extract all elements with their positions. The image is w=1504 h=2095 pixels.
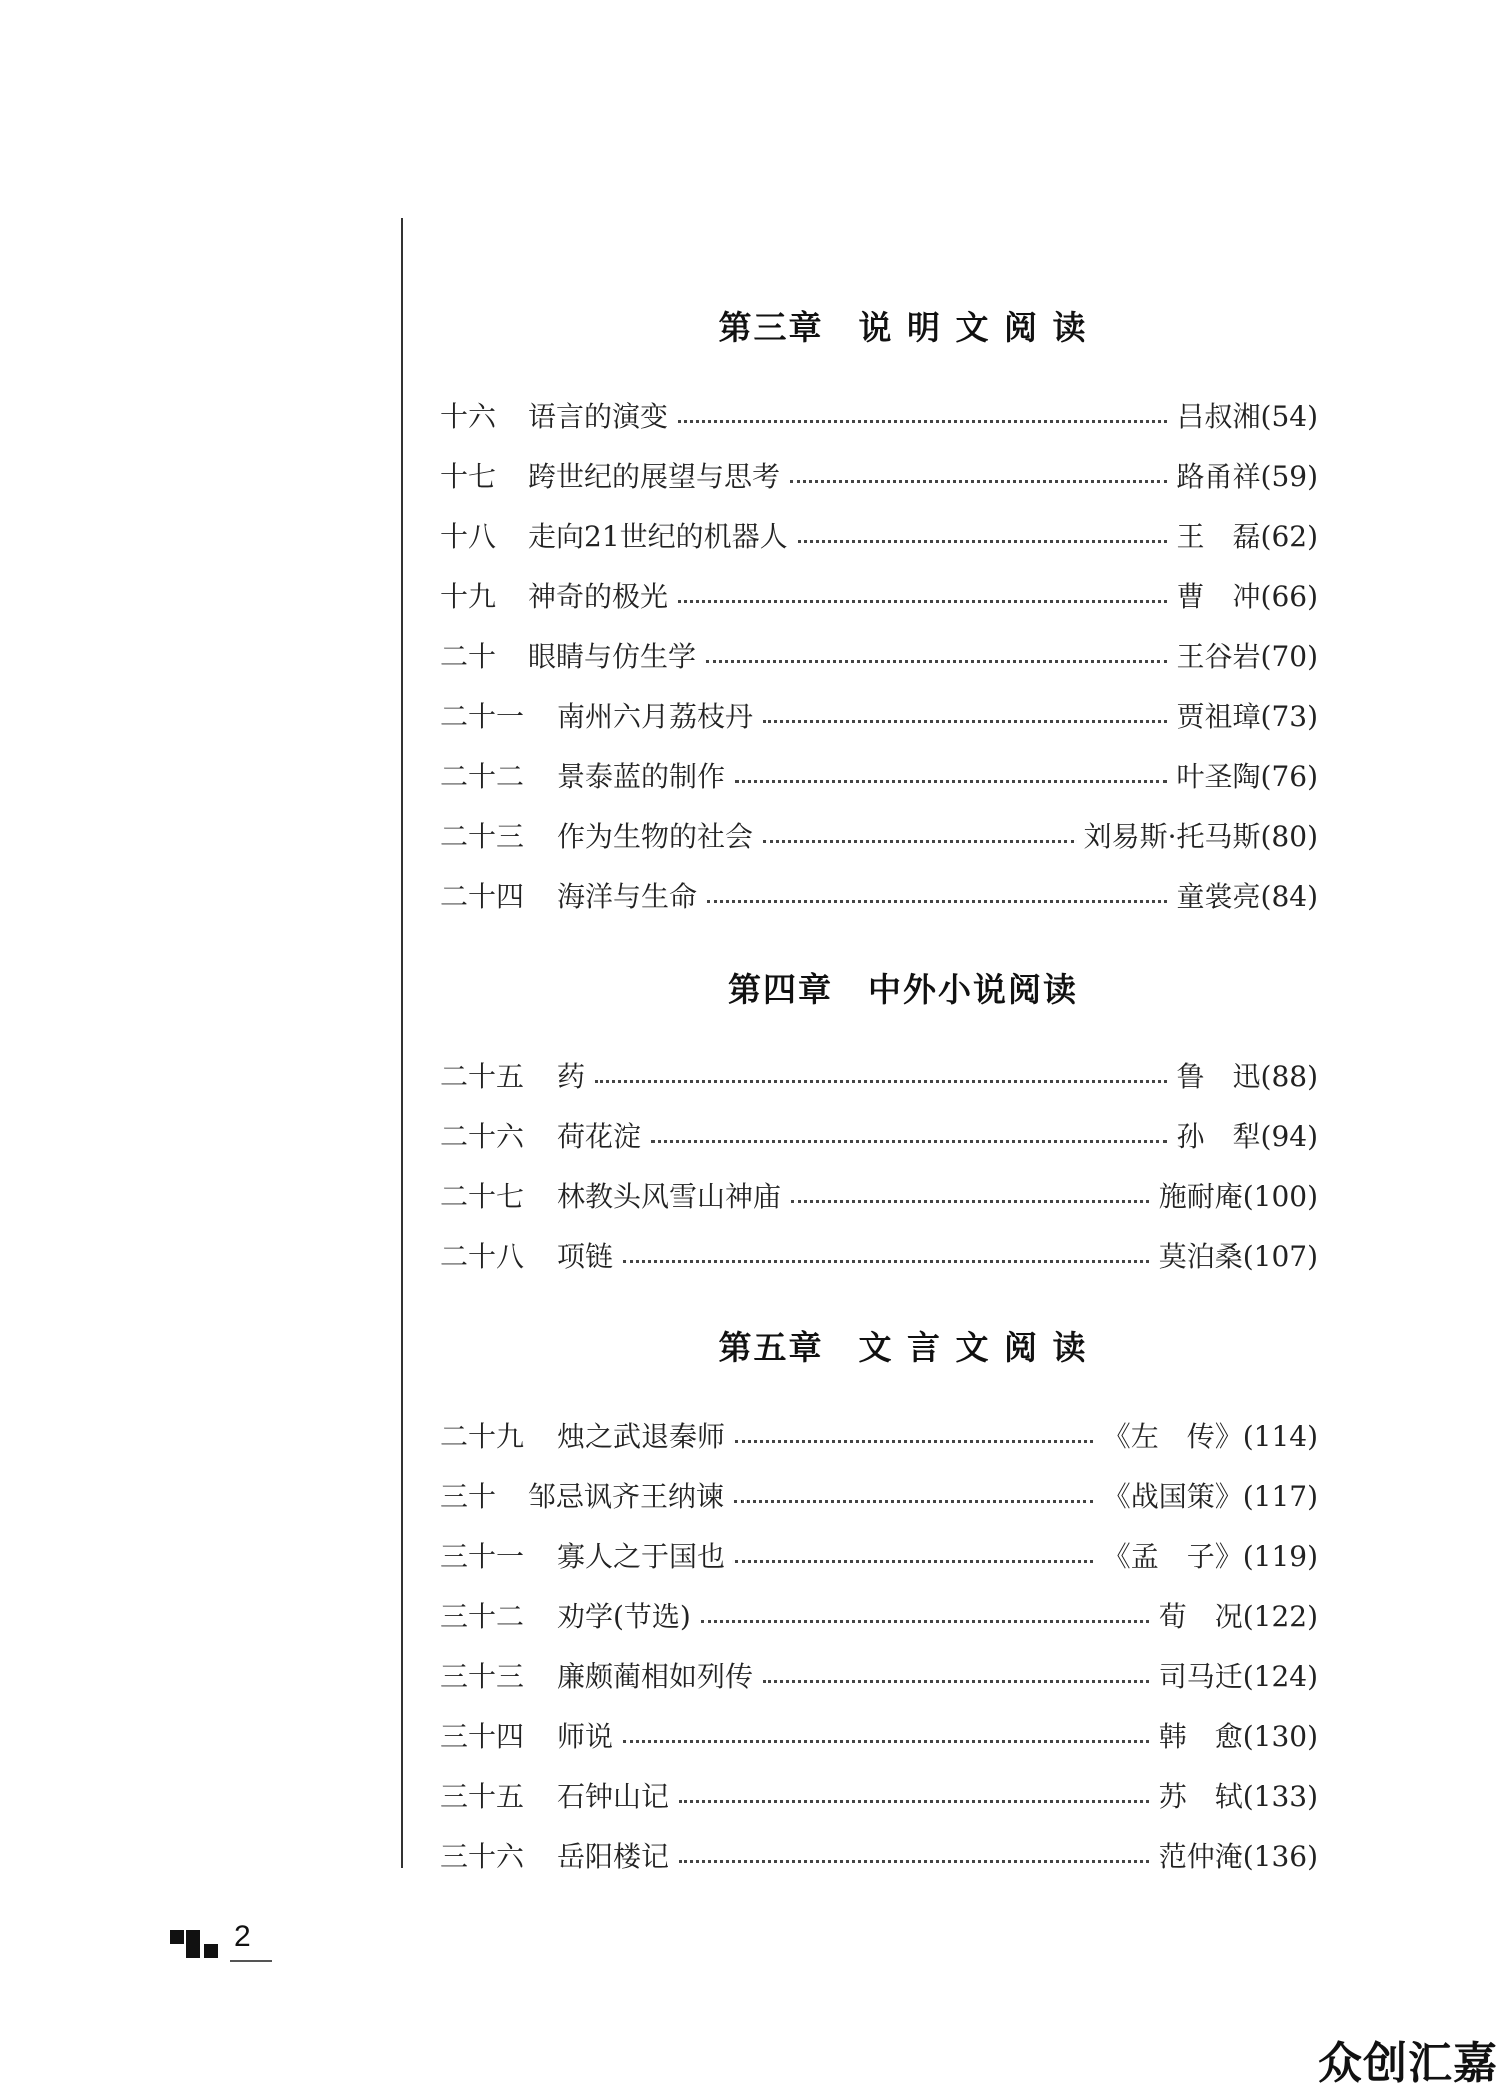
entry-number: 三十一: [440, 1540, 525, 1573]
entry-number: 三十五: [440, 1780, 525, 1813]
entry-number: 二十: [440, 640, 497, 673]
toc-entry[interactable]: [440, 1232, 1318, 1278]
chapter-heading: 第三章 说 明 文 阅 读: [718, 308, 1088, 347]
entry-number: 二十一: [440, 700, 525, 733]
toc-entry[interactable]: [440, 1412, 1318, 1458]
entry-author-page: 司马迁(124): [1158, 1660, 1318, 1693]
dot-leader: [623, 1260, 1149, 1263]
entry-title: 岳阳楼记: [557, 1840, 670, 1873]
chapter-heading: 第五章 文 言 文 阅 读: [718, 1328, 1088, 1367]
dot-leader: [678, 600, 1167, 603]
dot-leader: [679, 1860, 1149, 1863]
toc-entry[interactable]: [440, 1472, 1318, 1518]
toc-entry[interactable]: [440, 752, 1318, 798]
dot-leader: [595, 1080, 1167, 1083]
dot-leader: [763, 840, 1074, 843]
entry-author-page: 路甬祥(59): [1176, 460, 1318, 493]
toc-entry[interactable]: [440, 1772, 1318, 1818]
entry-title: 林教头风雪山神庙: [557, 1180, 782, 1213]
toc-entry[interactable]: [440, 392, 1318, 438]
toc-entry[interactable]: [440, 1592, 1318, 1638]
entry-author-page: 吕叔湘(54): [1176, 400, 1318, 433]
entry-number: 二十五: [440, 1060, 525, 1093]
dot-leader: [734, 1500, 1093, 1503]
dot-leader: [706, 660, 1167, 663]
toc-entry[interactable]: [440, 812, 1318, 858]
dot-leader: [763, 720, 1167, 723]
toc-entry[interactable]: [440, 1532, 1318, 1578]
entry-author-page: 曹 冲(66): [1176, 580, 1318, 613]
entry-author-page: 荀 况(122): [1158, 1600, 1318, 1633]
dot-leader: [763, 1680, 1149, 1683]
entry-title: 神奇的极光: [528, 580, 669, 613]
toc-entry[interactable]: [440, 1112, 1318, 1158]
toc-entry[interactable]: [440, 512, 1318, 558]
chapter-heading: 第四章 中外小说阅读: [728, 970, 1078, 1009]
entry-author-page: 《孟 子》(119): [1102, 1540, 1318, 1573]
page-number: 2: [234, 1920, 251, 1953]
entry-author-page: 韩 愈(130): [1158, 1720, 1318, 1753]
dot-leader: [701, 1620, 1149, 1623]
entry-author-page: 苏 轼(133): [1158, 1780, 1318, 1813]
toc-entry[interactable]: [440, 572, 1318, 618]
dot-leader: [798, 540, 1167, 543]
entry-title: 语言的演变: [528, 400, 669, 433]
dot-leader: [735, 1440, 1093, 1443]
dot-leader: [735, 780, 1167, 783]
entry-author-page: 贾祖璋(73): [1176, 700, 1318, 733]
footer-rule: [230, 1960, 272, 1962]
entry-author-page: 孙 犁(94): [1176, 1120, 1318, 1153]
dot-leader: [678, 420, 1167, 423]
entry-author-page: 童裳亮(84): [1176, 880, 1318, 913]
toc-entry[interactable]: [440, 1652, 1318, 1698]
entry-number: 二十九: [440, 1420, 525, 1453]
entry-title: 南州六月荔枝丹: [557, 700, 754, 733]
entry-author-page: 范仲淹(136): [1158, 1840, 1318, 1873]
entry-number: 二十四: [440, 880, 525, 913]
toc-entry[interactable]: [440, 452, 1318, 498]
toc-entry[interactable]: [440, 1052, 1318, 1098]
entry-number: 二十六: [440, 1120, 525, 1153]
dot-leader: [735, 1560, 1093, 1563]
entry-author-page: 王 磊(62): [1176, 520, 1318, 553]
entry-title: 寡人之于国也: [557, 1540, 726, 1573]
entry-title: 作为生物的社会: [557, 820, 754, 853]
entry-number: 十九: [440, 580, 497, 613]
toc-entry[interactable]: [440, 632, 1318, 678]
entry-number: 二十七: [440, 1180, 525, 1213]
entry-author-page: 王谷岩(70): [1176, 640, 1318, 673]
entry-title: 邹忌讽齐王纳谏: [528, 1480, 725, 1513]
entry-title: 海洋与生命: [557, 880, 698, 913]
dot-leader: [679, 1800, 1149, 1803]
dot-leader: [791, 1200, 1149, 1203]
entry-author-page: 刘易斯·托马斯(80): [1083, 820, 1318, 853]
entry-title: 走向21世纪的机器人: [528, 520, 788, 553]
toc-entry[interactable]: [440, 1712, 1318, 1758]
entry-author-page: 施耐庵(100): [1158, 1180, 1318, 1213]
margin-rule: [401, 218, 403, 1868]
entry-title: 景泰蓝的制作: [557, 760, 726, 793]
entry-title: 荷花淀: [557, 1120, 642, 1153]
entry-title: 跨世纪的展望与思考: [528, 460, 781, 493]
entry-number: 三十: [440, 1480, 497, 1513]
entry-number: 三十二: [440, 1600, 525, 1633]
entry-number: 二十二: [440, 760, 525, 793]
entry-title: 石钟山记: [557, 1780, 670, 1813]
dot-leader: [651, 1140, 1167, 1143]
entry-author-page: 鲁 迅(88): [1176, 1060, 1318, 1093]
page-ornament: [170, 1930, 240, 1958]
entry-author-page: 《战国策》(117): [1102, 1480, 1318, 1513]
entry-title: 项链: [557, 1240, 614, 1273]
entry-title: 药: [557, 1060, 586, 1093]
entry-number: 三十三: [440, 1660, 525, 1693]
dot-leader: [623, 1740, 1149, 1743]
entry-title: 眼睛与仿生学: [528, 640, 697, 673]
entry-number: 十六: [440, 400, 497, 433]
dot-leader: [790, 480, 1167, 483]
dot-leader: [707, 900, 1167, 903]
entry-title: 劝学(节选): [557, 1600, 691, 1633]
entry-author-page: 叶圣陶(76): [1176, 760, 1318, 793]
toc-entry[interactable]: [440, 1832, 1318, 1878]
entry-title: 廉颇蔺相如列传: [557, 1660, 754, 1693]
entry-author-page: 《左 传》(114): [1102, 1420, 1318, 1453]
entry-number: 二十八: [440, 1240, 525, 1273]
entry-title: 师说: [557, 1720, 614, 1753]
entry-author-page: 莫泊桑(107): [1158, 1240, 1318, 1273]
entry-number: 十八: [440, 520, 497, 553]
entry-number: 三十六: [440, 1840, 525, 1873]
watermark-logo: 众创汇嘉: [1318, 2038, 1498, 2089]
toc-entry[interactable]: [440, 692, 1318, 738]
entry-number: 二十三: [440, 820, 525, 853]
toc-entry[interactable]: [440, 1172, 1318, 1218]
entry-number: 十七: [440, 460, 497, 493]
toc-entry[interactable]: [440, 872, 1318, 918]
entry-number: 三十四: [440, 1720, 525, 1753]
entry-title: 烛之武退秦师: [557, 1420, 726, 1453]
